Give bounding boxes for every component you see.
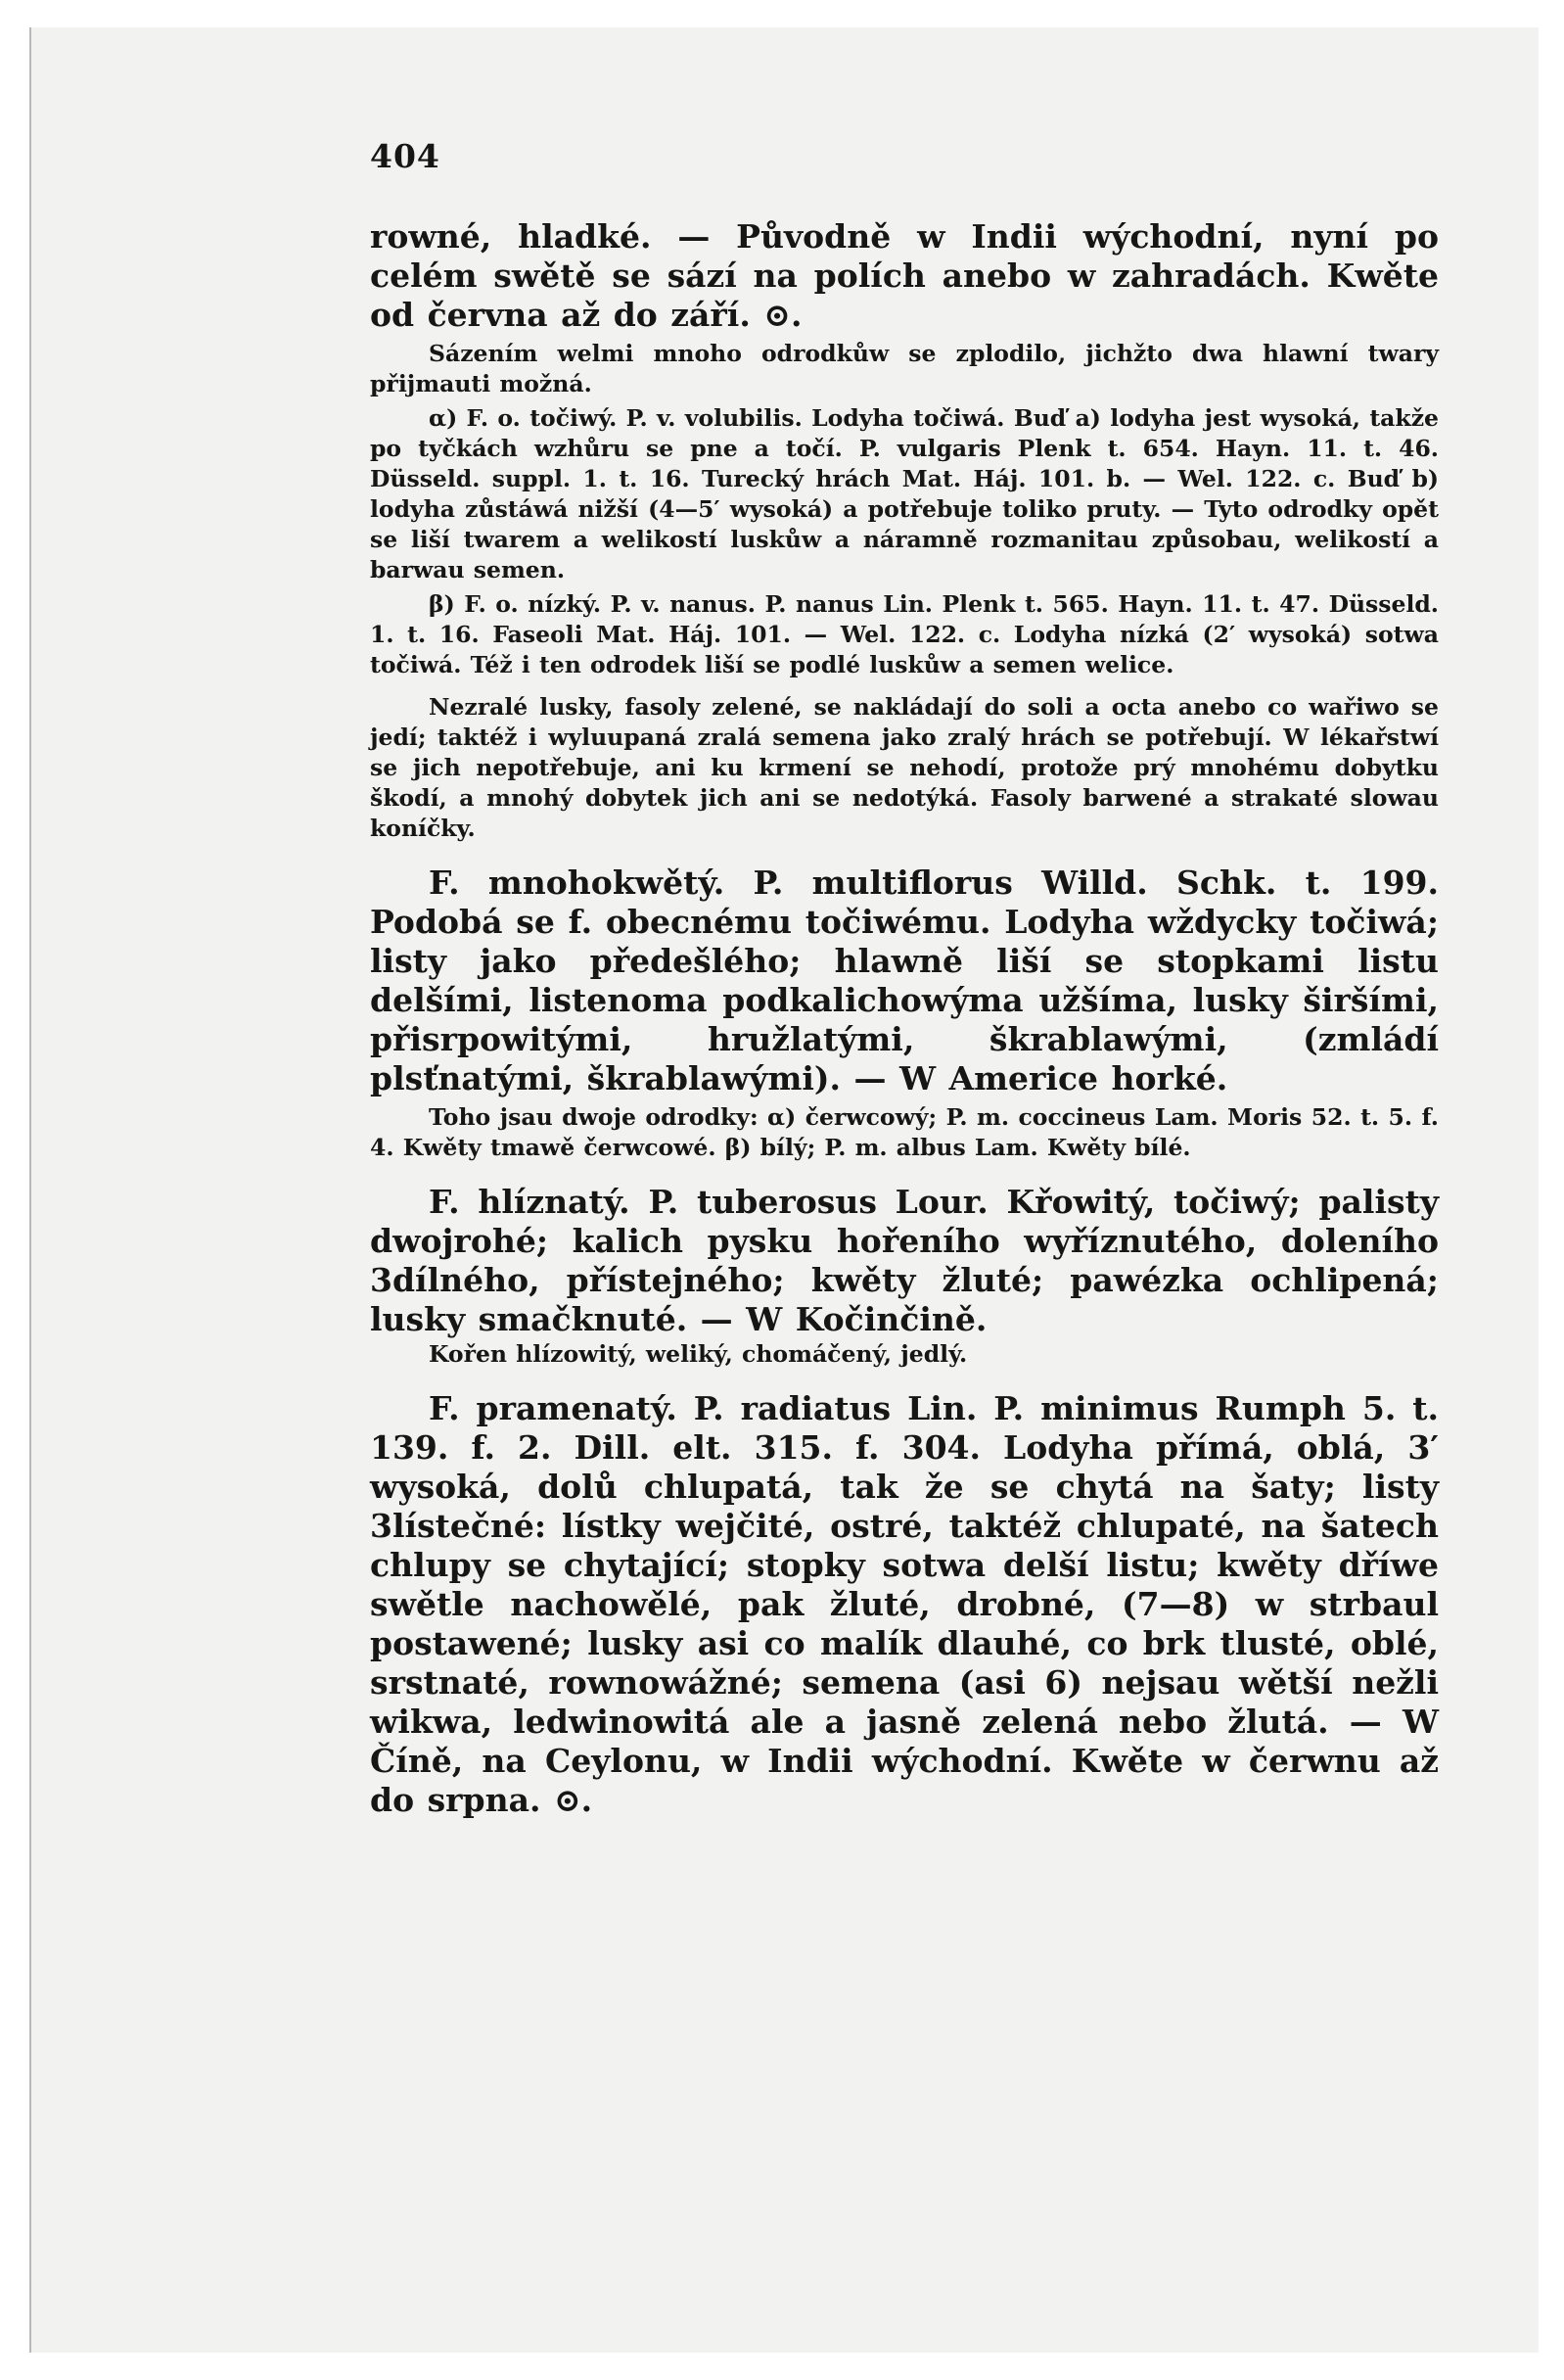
paragraph-varieties-intro: Sázením welmi mnoho odrodkůw se zplodilo, jichžto dwa hlawní twary přijmauti možná. xyxy=(370,340,1439,397)
paragraph-variety-beta: β) F. o. nízký. P. v. nanus. P. nanus Lin. Plenk t. 565. Hayn. 11. t. 47. Düsseld. 1. t. 16. Faseoli Mat. Háj. 101. — Wel. 122. c. Lodyha nízká (2′ wysoká) sotwa točiwá. Též i ten odrodek liší se podlé luskůw a semen welice. xyxy=(370,590,1439,678)
paragraph-intro: rowné, hladké. — Původně w Indii wýchodní, nyní po celém swětě se sází na polích anebo w zahradách. Kwěte od června až do září. ⊙. xyxy=(370,217,1439,334)
page-text xyxy=(370,217,1439,1820)
paragraph-green-beans: Nezralé lusky, fasoly zelené, se nakládají do soli a octa anebo co wařiwo se jedí; taktéž i wyluupaná zralá semena jako zralý hrách se potřebují. W lékařstwí se jich nepotřebuje, ani ku krmení se nehodí, protože prý mnohému dobytku škodí, a mnohý dobytek jich ani se nedotýká. Fasoly barwené a strakaté slowau koníčky. xyxy=(370,693,1439,842)
paragraph-multiflorus-varieties: Toho jsau dwoje odrodky: α) čerwcowý; P. m. coccineus Lam. Moris 52. t. 5. f. 4. Kwěty tmawě čerwcowé. β) bílý; P. m. albus Lam. Kwěty bílé. xyxy=(370,1103,1439,1161)
paragraph-multiflorus: F. mnohokwětý. P. multiflorus Willd. Schk. t. 199. Podobá se f. obecnému točiwému. Lodyha wždycky točiwá; listy jako předešlého; hlawně liší se stopkami listu delšími, listenoma podkalichowýma užšíma, lusky širšími, přisrpowitými, hružlatými, škrablawými, (zmládí plsťnatými, škrablawými). — W Americe horké. xyxy=(370,863,1439,1097)
paragraph-tuberosus: F. hlíznatý. P. tuberosus Lour. Křowitý, točiwý; palisty dwojrohé; kalich pysku hořeního wyříznutého, doleního 3dílného, přístejného; kwěty žluté; pawézka ochlipená; lusky smačknuté. — W Kočinčině. xyxy=(370,1183,1439,1338)
paragraph-variety-alpha: α) F. o. točiwý. P. v. volubilis. Lodyha točiwá. Buď a) lodyha jest wysoká, takže po tyčkách wzhůru se pne a točí. P. vulgaris Plenk t. 654. Hayn. 11. t. 46. Düsseld. suppl. 1. t. 16. Turecký hrách Mat. Háj. 101. b. — Wel. 122. c. Buď b) lodyha zůstáwá nižší (4—5′ wysoká) a potřebuje toliko pruty. — Tyto odrodky opět se liší twarem a welikostí luskůw a náramně rozmanitau způsobau, welikostí a barwau semen. xyxy=(370,404,1439,583)
page-number: 404 xyxy=(370,137,440,175)
paragraph-radiatus: F. pramenatý. P. radiatus Lin. P. minimus Rumph 5. t. 139. f. 2. Dill. elt. 315. f. 304. Lodyha přímá, oblá, 3′ wysoká, dolů chlupatá, tak že se chytá na šaty; listy 3lístečné: lístky wejčité, ostré, taktéž chlupaté, na šatech chlupy se chytající; stopky sotwa delší listu; kwěty dříwe swětle nachowělé, pak žluté, drobné, (7—8) w strbaul postawené; lusky asi co malík dlauhé, co brk tlusté, oblé, srstnaté, rownowážné; semena (asi 6) nejsau wětší nežli wikwa, ledwinowitá ale a jasně zelená nebo žlutá. — W Číně, na Ceylonu, w Indii wýchodní. Kwěte w čerwnu až do srpna. ⊙. xyxy=(370,1389,1439,1819)
paragraph-tuberosus-root: Kořen hlízowitý, weliký, chomáčený, jedlý. xyxy=(429,1340,968,1368)
